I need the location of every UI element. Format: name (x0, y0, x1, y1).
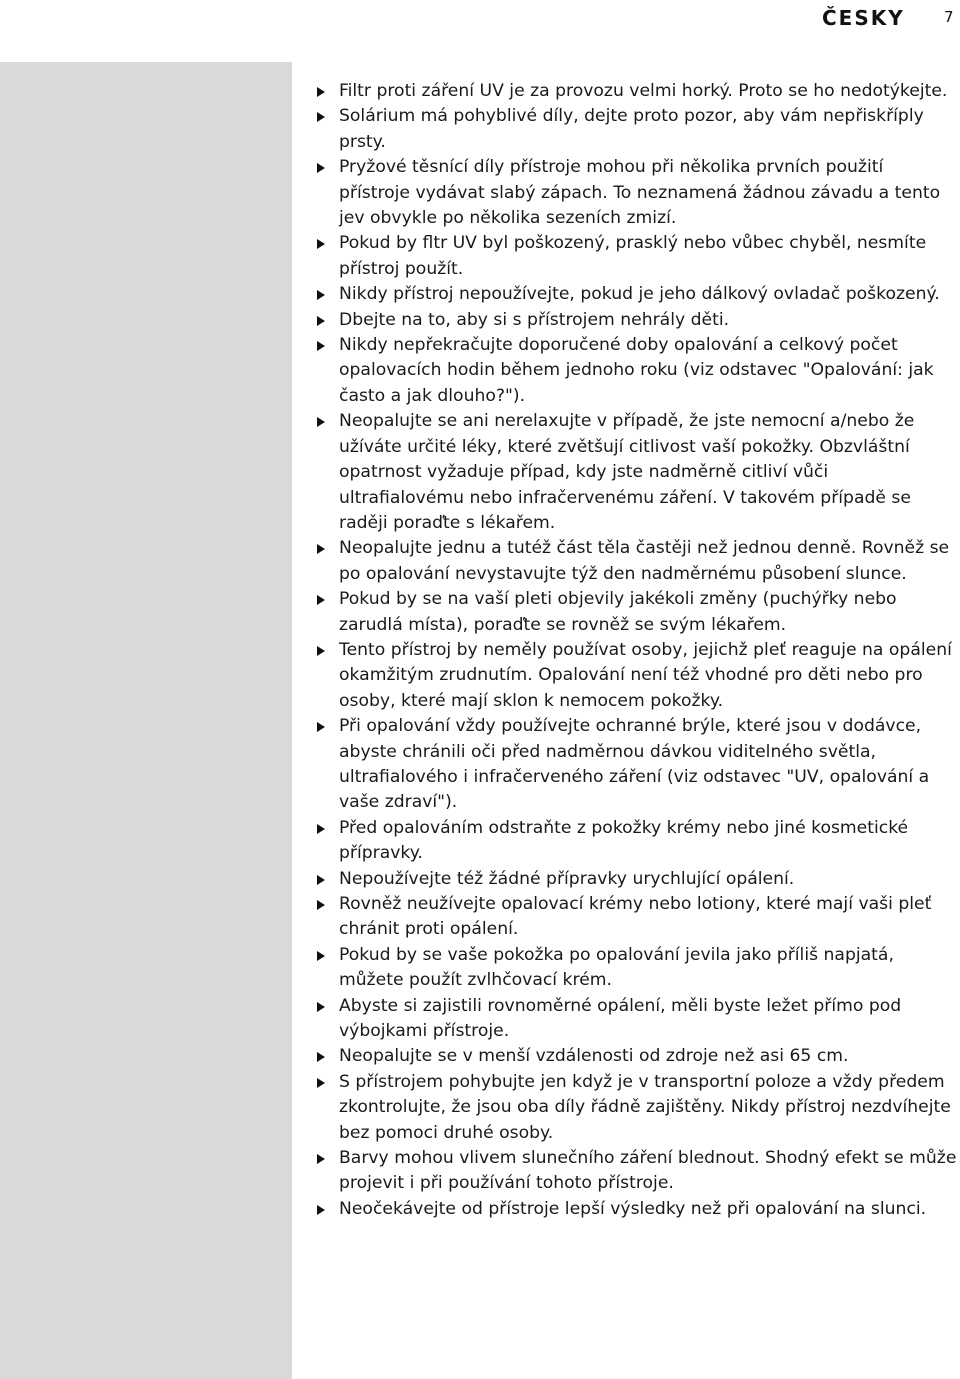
list-item-text: Tento přístroj by neměly používat osoby, jejichž pleť reaguje na opálení okamžitým zrudnutím. Opalování není též vhodné pro děti nebo pro osoby, které mají sklon k nemocem pokožky. (339, 639, 952, 711)
list-item-text: Při opalování vždy používejte ochranné brýle, které jsou v dodávce, abyste chránili oči před nadměrnou dávkou viditelného světla, ultrafialového i infračerveného záření (viz odstavec "UV, opalování a vaše zdraví"). (339, 716, 930, 813)
list-item (314, 943, 958, 994)
list-item-text: Nikdy přístroj nepoužívejte, pokud je jeho dálkový ovladač poškozený. (339, 284, 940, 305)
bullet-triangle-icon (317, 646, 325, 656)
list-item (314, 994, 958, 1045)
bullet-triangle-icon (317, 1052, 325, 1062)
list-item-text: Neopalujte se ani nerelaxujte v případě, že jste nemocní a/nebo že užíváte určité léky, které zvětšují citlivost vaší pokožky. Obzvláštní opatrnost vyžaduje případ, kdy jste nadměrně citliví vůči ultrafialovému nebo infračervenému záření. V takovém případě se raději poraďte s lékařem. (339, 411, 915, 533)
list-item (314, 536, 958, 587)
list-item (314, 638, 958, 714)
bullet-triangle-icon (317, 87, 325, 97)
bullet-triangle-icon (317, 239, 325, 249)
bullet-triangle-icon (317, 290, 325, 300)
list-item-text: Nikdy nepřekračujte doporučené doby opalování a celkový počet opalovacích hodin během jednoho roku (viz odstavec "Opalování: jak často a jak dlouho?"). (339, 335, 934, 406)
bullet-triangle-icon (317, 1002, 325, 1012)
bullet-triangle-icon (317, 1078, 325, 1088)
list-item (314, 104, 958, 155)
list-item-text: Před opalováním odstraňte z pokožky krémy nebo jiné kosmetické přípravky. (339, 817, 909, 864)
bullet-triangle-icon (317, 163, 325, 173)
list-item (314, 816, 958, 867)
bullet-triangle-icon (317, 722, 325, 732)
list-item (314, 155, 958, 231)
list-item (314, 1044, 958, 1069)
bullet-triangle-icon (317, 595, 325, 605)
bullet-triangle-icon (317, 900, 325, 910)
list-item-text: Pokud by fltr UV byl poškozený, prasklý nebo vůbec chyběl, nesmíte přístroj použít. (339, 233, 927, 279)
list-item-text: Neopalujte se v menší vzdálenosti od zdroje než asi 65 cm. (339, 1046, 849, 1067)
list-item (314, 714, 958, 816)
list-item-text: Barvy mohou vlivem slunečního záření blednout. Shodný efekt se může projevit i při používání tohoto přístroje. (339, 1148, 957, 1194)
list-item (314, 231, 958, 282)
list-item (314, 282, 958, 307)
bullet-triangle-icon (317, 341, 325, 351)
list-item-text: Abyste si zajistili rovnoměrné opálení, měli byste ležet přímo pod výbojkami přístroje. (339, 995, 902, 1042)
list-item-text: Solárium má pohyblivé díly, dejte proto pozor, aby vám nepřiskříply prsty. (339, 106, 924, 152)
bullet-triangle-icon (317, 1154, 325, 1164)
list-item-text: Pryžové těsnící díly přístroje mohou při několika prvních použití přístroje vydávat slabý zápach. To neznamená žádnou závadu a tento jev obvykle po několika sezeních zmizí. (339, 157, 941, 229)
list-item (314, 1197, 958, 1222)
bullet-triangle-icon (317, 112, 325, 122)
list-item-text: Neopalujte jednu a tutéž část těla častěji než jednou denně. Rovněž se po opalování nevystavujte týž den nadměrnému působení slunce. (339, 538, 950, 584)
list-item (314, 333, 958, 409)
bullet-triangle-icon (317, 875, 325, 885)
page-header-language: ČESKY (822, 6, 905, 30)
side-margin-panel (0, 62, 292, 1379)
list-item (314, 1070, 958, 1146)
bullet-triangle-icon (317, 316, 325, 326)
list-item-text: Neočekávejte od přístroje lepší výsledky než při opalování na slunci. (339, 1198, 927, 1219)
list-item (314, 79, 958, 104)
list-item-text: Filtr proti záření UV je za provozu velmi horký. Proto se ho nedotýkejte. (339, 81, 948, 101)
bullet-triangle-icon (317, 951, 325, 961)
list-item (314, 409, 958, 536)
page-number: 7 (944, 8, 954, 26)
bullet-triangle-icon (317, 544, 325, 554)
list-item (314, 1146, 958, 1197)
list-item-text: S přístrojem pohybujte jen když je v transportní poloze a vždy předem zkontrolujte, že jsou oba díly řádně zajištěny. Nikdy přístroj nezdvíhejte bez pomoci druhé osoby. (339, 1071, 951, 1143)
list-item (314, 867, 958, 892)
list-item-text: Pokud by se vaše pokožka po opalování jevila jako příliš napjatá, můžete použít zvlhčovací krém. (339, 944, 894, 991)
list-item-text: Rovněž neužívejte opalovací krémy nebo lotiony, které mají vaši pleť chránit proti opálení. (339, 894, 932, 940)
list-item (314, 892, 958, 943)
bullet-triangle-icon (317, 824, 325, 834)
list-item-text: Nepoužívejte též žádné přípravky urychlující opálení. (339, 868, 795, 889)
bullet-triangle-icon (317, 417, 325, 427)
list-item (314, 308, 958, 333)
list-item-text: Pokud by se na vaší pleti objevily jakékoli změny (puchýřky nebo zarudlá místa), poraďte se rovněž se svým lékařem. (339, 589, 897, 635)
list-item-text: Dbejte na to, aby si s přístrojem nehrály děti. (339, 309, 730, 330)
list-item (314, 587, 958, 638)
safety-warnings-list (314, 79, 958, 1222)
bullet-triangle-icon (317, 1205, 325, 1215)
